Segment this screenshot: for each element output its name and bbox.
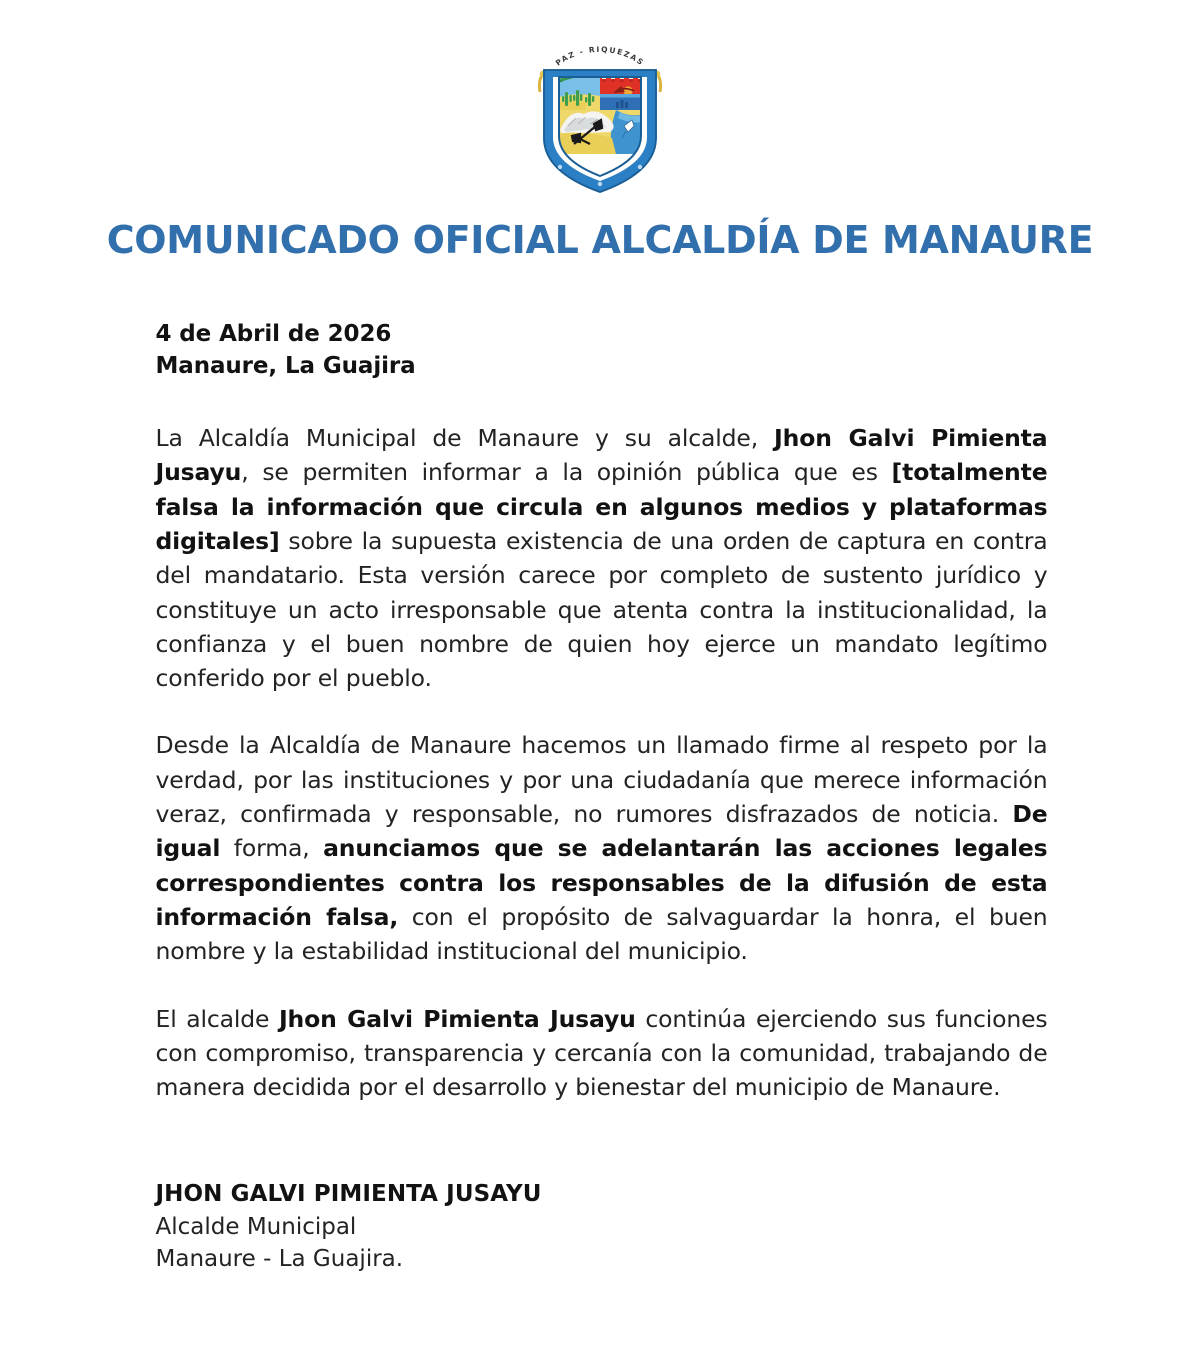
text-run: sobre la supuesta existencia de una orden de captura en contra del mandatario. Esta versión carece por completo de sustento jurídico y constituye un acto irresponsable que atenta contra la institucionalidad, la confianza y el buen nombre de quien hoy ejerce un mandato legítimo conferido por el pueblo. [155,527,1048,693]
svg-text:PAZ - RIQUEZAS: PAZ - RIQUEZAS [553,44,647,68]
letter-body [153,318,1048,1275]
signature-name: JHON GALVI PIMIENTA JUSAYU [155,1181,542,1208]
text-run: El alcalde [155,1004,279,1033]
paragraph-1 [156,421,1048,695]
emphasis-run: [totalmente falsa la información que circula en algunos medios y plataformas digitales] [155,458,1048,555]
signature-block [156,1178,1048,1275]
emphasis-run: Jhon Galvi Pimienta Jusayu [278,1004,636,1033]
paragraph-2 [156,728,1048,968]
dateline [156,318,1048,383]
dateline-place: Manaure, La Guajira [155,353,416,380]
emphasis-run: De igual [155,800,1048,863]
text-run: continúa ejerciendo sus funciones con compromiso, transparencia y cercanía con la comunidad, trabajando de manera decidida por el desarrollo y bienestar del municipio de Manaure. [155,1004,1048,1102]
text-run: La Alcaldía Municipal de Manaure y su alcalde, [155,424,775,453]
text-run: Desde la Alcaldía de Manaure hacemos un llamado firme al respeto por la verdad, por las instituciones y por una ciudadanía que merece información veraz, confirmada y responsable, no rumores disfrazados de noticia. [155,731,1048,829]
page-title: COMUNICADO OFICIAL ALCALDÍA DE MANAURE [106,218,1094,262]
dateline-date: 4 de Abril de 2026 [155,320,392,347]
text-run: , se permiten informar a la opinión pública que es [241,458,892,487]
emphasis-run: Jhon Galvi Pimienta Jusayu [155,424,1048,487]
text-run: forma, [220,834,324,863]
emphasis-run: anunciamos que se adelantarán las acciones legales correspondientes contra los responsables de la difusión de esta información falsa, [155,834,1048,931]
signature-role: Alcalde Municipal [155,1213,357,1240]
signature-location: Manaure - La Guajira. [155,1245,404,1272]
coat-of-arms-icon [512,34,688,194]
paragraph-3 [156,1002,1048,1105]
crest-container [0,0,1200,194]
text-run: con el propósito de salvaguardar la honra, el buen nombre y la estabilidad institucional del municipio. [155,902,1048,966]
